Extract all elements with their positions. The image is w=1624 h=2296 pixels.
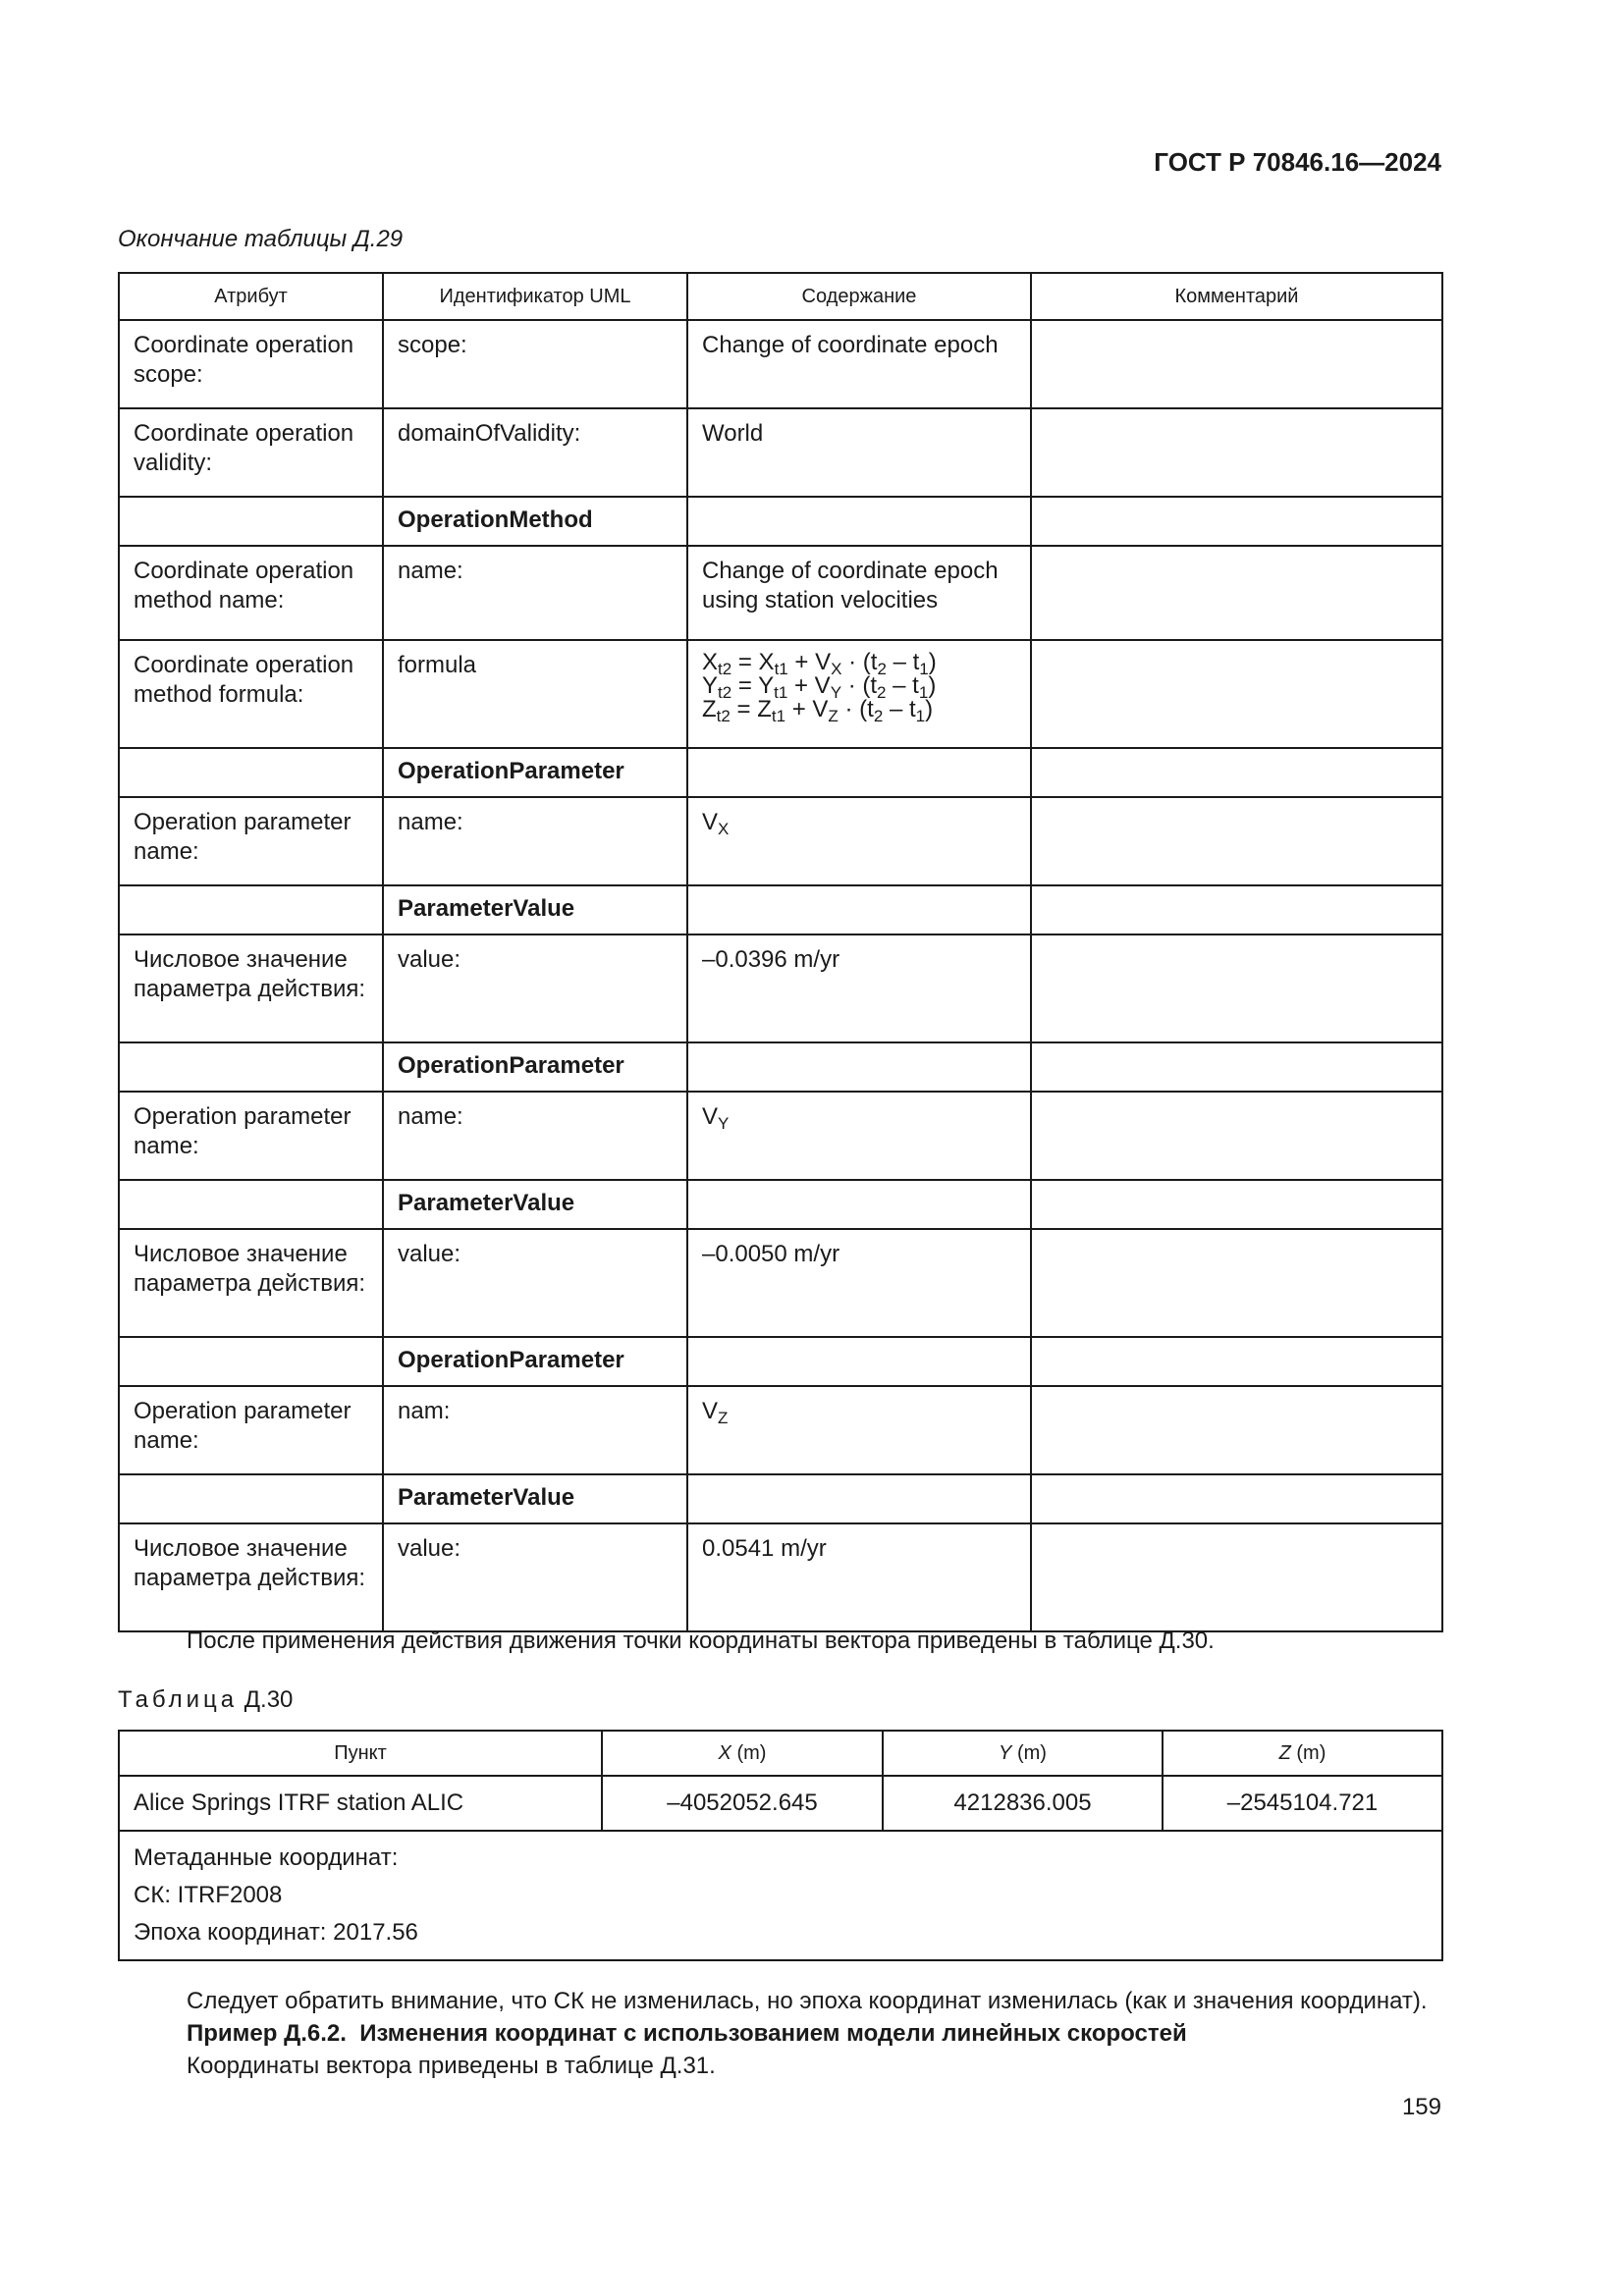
uml-cell: scope: (383, 320, 687, 408)
content-cell (687, 497, 1031, 546)
param-subscript: Y (718, 1114, 730, 1133)
unit-label: (m) (1296, 1742, 1326, 1764)
content-cell: 0.0541 m/yr (687, 1523, 1031, 1631)
content-cell (687, 1337, 1031, 1386)
column-header: Комментарий (1031, 273, 1442, 320)
table-label: Таблица (118, 1686, 239, 1713)
example-heading: Пример Д.6.2. Изменения координат с использованием модели линейных скоростей (187, 2020, 1187, 2047)
uml-cell: nam: (383, 1386, 687, 1474)
content-cell (687, 797, 1031, 885)
table-row (119, 1474, 1442, 1523)
comment-cell (1031, 546, 1442, 640)
attribute-cell: Operation parameter name: (119, 1386, 383, 1474)
table-d30-title (118, 1686, 293, 1714)
comment-cell (1031, 1337, 1442, 1386)
comment-cell (1031, 1386, 1442, 1474)
attribute-cell: Числовое значение параметра действия: (119, 1229, 383, 1337)
table-row (119, 934, 1442, 1042)
comment-cell (1031, 640, 1442, 748)
comment-cell (1031, 1042, 1442, 1092)
z-cell: –2545104.721 (1163, 1776, 1442, 1831)
x-cell: –4052052.645 (602, 1776, 883, 1831)
table-d29 (118, 272, 1443, 1632)
column-header: Содержание (687, 273, 1031, 320)
table-row (119, 1042, 1442, 1092)
content-cell (687, 748, 1031, 797)
column-header-x (602, 1731, 883, 1776)
uml-class-cell: ParameterValue (383, 885, 687, 934)
param-symbol: V (702, 809, 719, 835)
attribute-cell (119, 497, 383, 546)
table-row (119, 1337, 1442, 1386)
uml-cell: domainOfValidity: (383, 408, 687, 497)
attribute-cell (119, 1180, 383, 1229)
uml-class-cell: ParameterValue (383, 1180, 687, 1229)
content-cell: Change of coordinate epoch (687, 320, 1031, 408)
table-row (119, 497, 1442, 546)
table-row (119, 1180, 1442, 1229)
param-symbol: V (702, 1103, 719, 1130)
attribute-cell: Coordinate operation scope: (119, 320, 383, 408)
content-cell (687, 1474, 1031, 1523)
uml-cell: value: (383, 1229, 687, 1337)
table-row (119, 797, 1442, 885)
final-paragraph: Координаты вектора приведены в таблице Д.31. (187, 2053, 716, 2079)
column-header-z (1163, 1731, 1442, 1776)
point-cell: Alice Springs ITRF station ALIC (119, 1776, 602, 1831)
table-row (119, 408, 1442, 497)
formula-x: $X_{t2} = X_{t1} + V_X \cdot (t_2 - t_1)$ (702, 649, 937, 678)
attribute-cell: Coordinate operation method formula: (119, 640, 383, 748)
table-row (119, 546, 1442, 640)
attribute-cell: Числовое значение параметра действия: (119, 1523, 383, 1631)
metadata-line: Эпоха координат: 2017.56 (134, 1919, 418, 1946)
uml-class-cell: OperationParameter (383, 1042, 687, 1092)
content-cell: World (687, 408, 1031, 497)
content-cell (687, 885, 1031, 934)
content-cell: –0.0050 m/yr (687, 1229, 1031, 1337)
table-number: Д.30 (244, 1686, 294, 1713)
uml-cell: name: (383, 797, 687, 885)
uml-cell: name: (383, 1092, 687, 1180)
comment-cell (1031, 497, 1442, 546)
content-cell (687, 1386, 1031, 1474)
attribute-cell (119, 885, 383, 934)
comment-cell (1031, 1092, 1442, 1180)
unit-label: (m) (736, 1742, 767, 1764)
z-variable: Z (1278, 1742, 1291, 1764)
attribute-cell: Operation parameter name: (119, 1092, 383, 1180)
table-d30 (118, 1730, 1443, 1961)
table-row (119, 885, 1442, 934)
uml-cell: formula (383, 640, 687, 748)
param-subscript: Z (718, 1409, 729, 1427)
column-header-y (883, 1731, 1163, 1776)
table-header-row (119, 1731, 1442, 1776)
page-number: 159 (1401, 2094, 1441, 2120)
comment-cell (1031, 885, 1442, 934)
standard-code: ГОСТ Р 70846.16—2024 (1154, 147, 1441, 177)
attribute-cell (119, 1337, 383, 1386)
table-row (119, 640, 1442, 748)
comment-cell (1031, 408, 1442, 497)
param-subscript: X (718, 820, 730, 838)
attribute-cell (119, 1474, 383, 1523)
comment-cell (1031, 934, 1442, 1042)
comment-cell (1031, 1229, 1442, 1337)
content-cell (687, 1042, 1031, 1092)
unit-label: (m) (1016, 1742, 1047, 1764)
attribute-cell: Operation parameter name: (119, 797, 383, 885)
attribute-cell: Числовое значение параметра действия: (119, 934, 383, 1042)
attribute-cell (119, 748, 383, 797)
comment-cell (1031, 320, 1442, 408)
note-paragraph: Следует обратить внимание, что СК не изменилась, но эпоха координат изменилась (как и значения координат). (187, 1988, 1428, 2014)
uml-class-cell: OperationParameter (383, 748, 687, 797)
x-variable: X (718, 1742, 731, 1764)
column-header: Идентификатор UML (383, 273, 687, 320)
column-header: Атрибут (119, 273, 383, 320)
comment-cell (1031, 748, 1442, 797)
comment-cell (1031, 797, 1442, 885)
comment-cell (1031, 1474, 1442, 1523)
table-row (119, 320, 1442, 408)
uml-cell: value: (383, 934, 687, 1042)
table-row (119, 1092, 1442, 1180)
table-header-row (119, 273, 1442, 320)
content-cell (687, 1092, 1031, 1180)
attribute-cell: Coordinate operation method name: (119, 546, 383, 640)
table-caption: Окончание таблицы Д.29 (118, 226, 404, 252)
param-symbol: V (702, 1398, 719, 1424)
column-header-point: Пункт (119, 1731, 602, 1776)
paragraph-after-table: После применения действия движения точки координаты вектора приведены в таблице Д.30. (187, 1628, 1215, 1654)
formula-y: $Y_{t2} = Y_{t1} + V_Y \cdot (t_2 - t_1)$ (702, 672, 937, 702)
table-row (119, 1776, 1442, 1831)
comment-cell (1031, 1180, 1442, 1229)
formula-cell (687, 640, 1031, 748)
uml-class-cell: OperationParameter (383, 1337, 687, 1386)
metadata-row (119, 1831, 1442, 1960)
content-cell (687, 1180, 1031, 1229)
metadata-line: Метаданные координат: (134, 1844, 399, 1871)
uml-cell: name: (383, 546, 687, 640)
content-cell: Change of coordinate epoch using station velocities (687, 546, 1031, 640)
table-row (119, 1229, 1442, 1337)
y-variable: Y (999, 1742, 1012, 1764)
attribute-cell: Coordinate operation validity: (119, 408, 383, 497)
formula-z: $Z_{t2} = Z_{t1} + V_Z \cdot (t_2 - t_1)$ (702, 696, 934, 725)
table-row (119, 1523, 1442, 1631)
uml-cell: value: (383, 1523, 687, 1631)
metadata-cell (119, 1831, 1442, 1960)
y-cell: 4212836.005 (883, 1776, 1163, 1831)
comment-cell (1031, 1523, 1442, 1631)
table-row (119, 1386, 1442, 1474)
uml-class-cell: ParameterValue (383, 1474, 687, 1523)
content-cell: –0.0396 m/yr (687, 934, 1031, 1042)
metadata-line: СК: ITRF2008 (134, 1882, 283, 1908)
uml-class-cell: OperationMethod (383, 497, 687, 546)
table-row (119, 748, 1442, 797)
attribute-cell (119, 1042, 383, 1092)
